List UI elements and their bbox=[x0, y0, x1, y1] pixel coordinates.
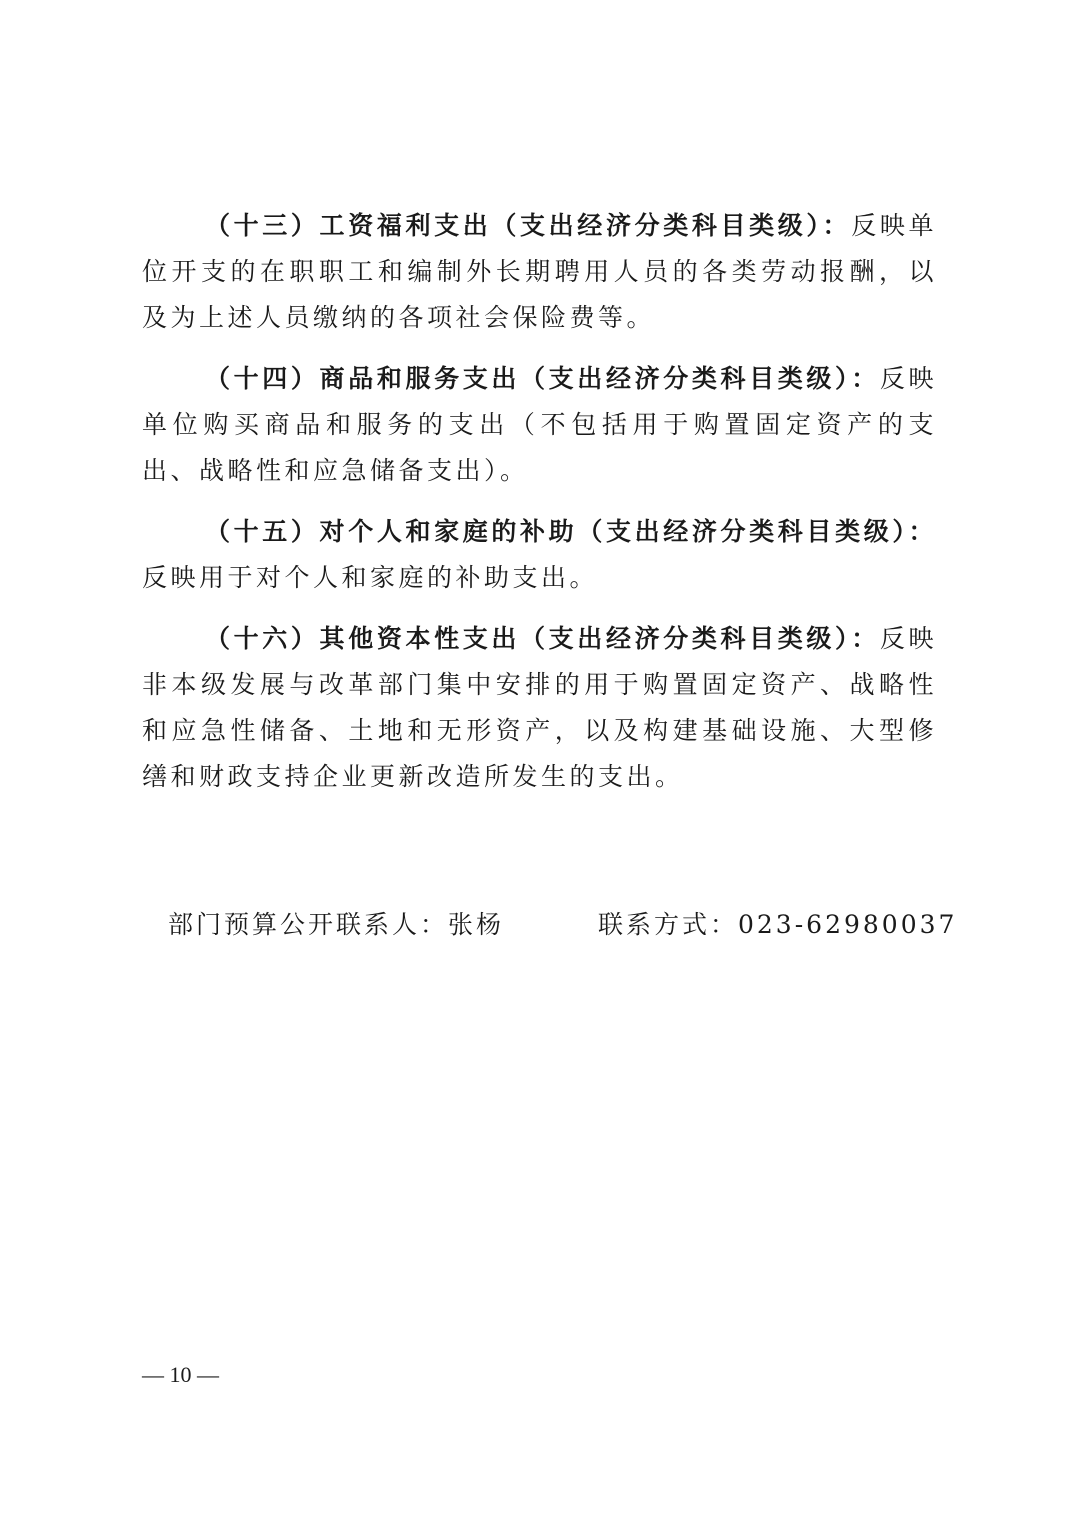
contact-phone: 联系方式：023-62980037 bbox=[598, 910, 958, 939]
contact-line bbox=[168, 902, 958, 948]
paragraph-body: 反映单位购买商品和服务的支出（不包括用于购置固定资产的支出、战略性和应急储备支出）。 bbox=[142, 364, 937, 485]
body-text bbox=[142, 203, 937, 815]
paragraph-goods-services bbox=[142, 356, 937, 494]
page-number: — 10 — bbox=[142, 1362, 219, 1387]
paragraph-heading: （十五）对个人和家庭的补助（支出经济分类科目类级）： bbox=[205, 517, 937, 546]
paragraph-body: 反映用于对个人和家庭的补助支出。 bbox=[142, 563, 599, 592]
contact-person: 部门预算公开联系人：张杨 bbox=[168, 910, 505, 939]
paragraph-body: 反映非本级发展与改革部门集中安排的用于购置固定资产、战略性和应急性储备、土地和无形资产，以及构建基础设施、大型修缮和财政支持企业更新改造所发生的支出。 bbox=[142, 624, 937, 791]
paragraph-wage-welfare bbox=[142, 203, 937, 341]
paragraph-heading: （十四）商品和服务支出（支出经济分类科目类级）： bbox=[205, 364, 880, 393]
paragraph-heading: （十三）工资福利支出（支出经济分类科目类级）： bbox=[205, 211, 852, 240]
paragraph-other-capital bbox=[142, 616, 937, 800]
paragraph-heading: （十六）其他资本性支出（支出经济分类科目类级）： bbox=[205, 624, 880, 653]
paragraph-household-subsidy bbox=[142, 509, 937, 601]
paragraph-body: 反映单位开支的在职职工和编制外长期聘用人员的各类劳动报酬，以及为上述人员缴纳的各项社会保险费等。 bbox=[142, 211, 937, 332]
